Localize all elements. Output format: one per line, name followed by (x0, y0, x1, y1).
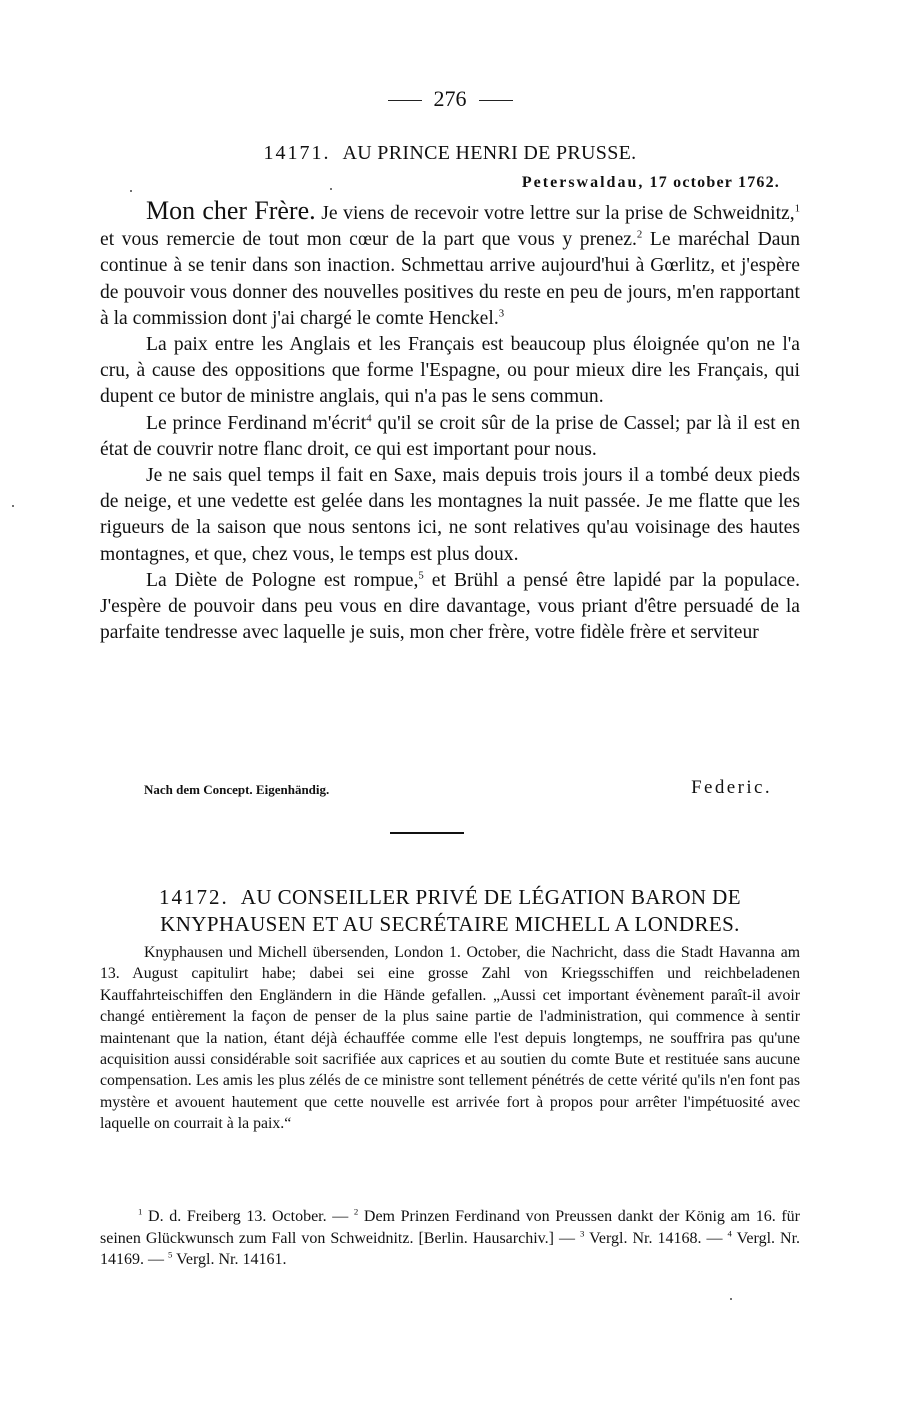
letter1-heading (100, 142, 800, 165)
footnote-ref-3: 3 (498, 307, 505, 320)
letter1-number: 14171. (263, 142, 331, 164)
footnote-1: D. d. Freiberg 13. October. — (142, 1208, 354, 1225)
letter1-date: 17 october 1762. (649, 174, 780, 191)
scan-speck (12, 505, 14, 507)
section-separator-rule (390, 832, 464, 834)
page-number-dash-left (388, 100, 422, 101)
letter1-dateline (522, 174, 780, 192)
letter1-p1-text-b: et vous remercie de tout mon cœur de la part que vous y prenez. (100, 229, 637, 251)
footnote-ref-2: 2 (636, 228, 643, 241)
scan-speck (330, 188, 332, 190)
letter1-paragraph-4: Je ne sais quel temps il fait en Saxe, mais depuis trois jours il a tombé deux pieds de neige, et une vedette est gelée dans les montagnes la nuit passée. Je me flatte que les rigueurs de la saison que nous sentons ici, ne sont relatives qu'au voisinage des hautes montagnes, et que, chez vous, le temps est plus doux. (100, 465, 800, 565)
footnote-ref-1: 1 (794, 202, 801, 215)
footnote-mark-4: 4 (727, 1228, 732, 1239)
letter1-paragraph-1 (100, 198, 800, 332)
letter1-p3-text-a: Le prince Ferdinand m'écrit (146, 412, 367, 434)
footnote-3: Vergl. Nr. 14168. — (584, 1229, 728, 1247)
letter1-p1-text-c: Le maréchal Daun continue à se tenir dans son inaction. Schmettau arrive aujourd'hui à Gœrlitz, et j'espère de pouvoir vous donner des nouvelles positives du reste en peu de jours, m'en rapportant à la commission dont j'ai chargé le comte Henckel. (100, 229, 801, 329)
page-number-text: 276 (433, 86, 467, 111)
letter1-paragraph-3 (100, 411, 800, 463)
letter1-body (100, 198, 800, 646)
footnote-4: Vergl. Nr. 14169. — (100, 1229, 801, 1269)
footnote-mark-1: 1 (138, 1206, 143, 1217)
letter1-salutation: Mon cher Frère. (146, 196, 316, 225)
letter2-number: 14172. (159, 885, 229, 909)
page-number (100, 86, 800, 112)
letter1-source-note: Nach dem Concept. Eigenhändig. (144, 782, 330, 797)
footnote-mark-5: 5 (168, 1249, 173, 1260)
scan-speck (130, 190, 132, 192)
letter2-paragraph: Knyphausen und Michell übersenden, London 1. October, die Nachricht, dass die Stadt Havanna am 13. August capitulirt habe; dabei sei eine grosse Zahl von Kriegsschiffen und reichbeladenen Kauffahrteischiffen den Engländern in die Hände gefallen. „Aussi cet important évènement paraît-il avoir changé entièrement la façon de penser de la plus saine partie de l'administration, qui commence à sentir maintenant que la nation, étant déjà échauffée comme elle l'est depuis longtemps, ne souffrira pas qu'une acquisition aussi considérable soit sacrifiée aux caprices et au soutien du comte Bute et restituée sans aucune compensation. Les amis les plus zélés de ce ministre sont tellement pénétrés de cette vérité qu'ils n'en font pas mystère et avouent hautement que cette nouvelle est arrivée fort à propos pour arrêter l'impétuosité avec laquelle on courrait à la paix.“ (100, 944, 800, 1133)
page-number-dash-right (479, 100, 513, 101)
footnote-2: Dem Prinzen Ferdinand von Preussen dankt der König am 16. für seinen Glückwunsch zum Fall von Schweidnitz. [Berlin. Hausarchiv.] — (100, 1208, 800, 1247)
footnotes (100, 1206, 800, 1271)
footnote-5: Vergl. Nr. 14161. (172, 1251, 287, 1269)
letter1-paragraph-2: La paix entre les Anglais et les Français est beaucoup plus éloignée qu'on ne l'a cru, à cause des oppositions que forme l'Espagne, ou pour mieux dire les Français, qui dupent ce butor de ministre anglais, qui n'a pas le sens commun. (100, 334, 800, 408)
letter1-paragraph-5 (100, 568, 800, 647)
letter1-p5-text-a: La Diète de Pologne est rompue, (146, 569, 419, 591)
letter2-title-line-1: AU CONSEILLER PRIVÉ DE LÉGATION BARON DE (240, 885, 741, 909)
scan-speck (730, 1298, 732, 1300)
letter2-heading (100, 884, 800, 938)
footnote-ref-5: 5 (418, 569, 424, 582)
letter2-title-line-2: KNYPHAUSEN ET AU SECRÉTAIRE MICHELL A LONDRES. (160, 912, 740, 936)
letter2-heading-line-1 (100, 884, 800, 911)
footnote-ref-4: 4 (366, 412, 372, 425)
letter2-body (100, 942, 800, 1135)
letter1-title: AU PRINCE HENRI DE PRUSSE. (342, 142, 637, 164)
footnote-mark-2: 2 (353, 1206, 359, 1217)
letter1-p1-text-a: Je viens de recevoir votre lettre sur la prise de Schweidnitz, (315, 203, 795, 224)
letter1-p3-text-b: qu'il se croit sûr de la prise de Cassel; par là il est en état de couvrir notre flanc droit, ce qui est important pour nous. (100, 412, 800, 460)
letter1-signature: Federic. (691, 777, 772, 798)
footnote-mark-3: 3 (579, 1228, 585, 1239)
letter1-place: Peterswaldau, (521, 174, 645, 191)
letter1-p5-text-b: et Brühl a pensé être lapidé par la populace. J'espère de pouvoir dans peu vous en dire davantage, vous priant d'être persuadé de la parfaite tendresse avec laquelle je suis, mon cher frère, votre fidèle frère et serviteur (100, 569, 801, 644)
